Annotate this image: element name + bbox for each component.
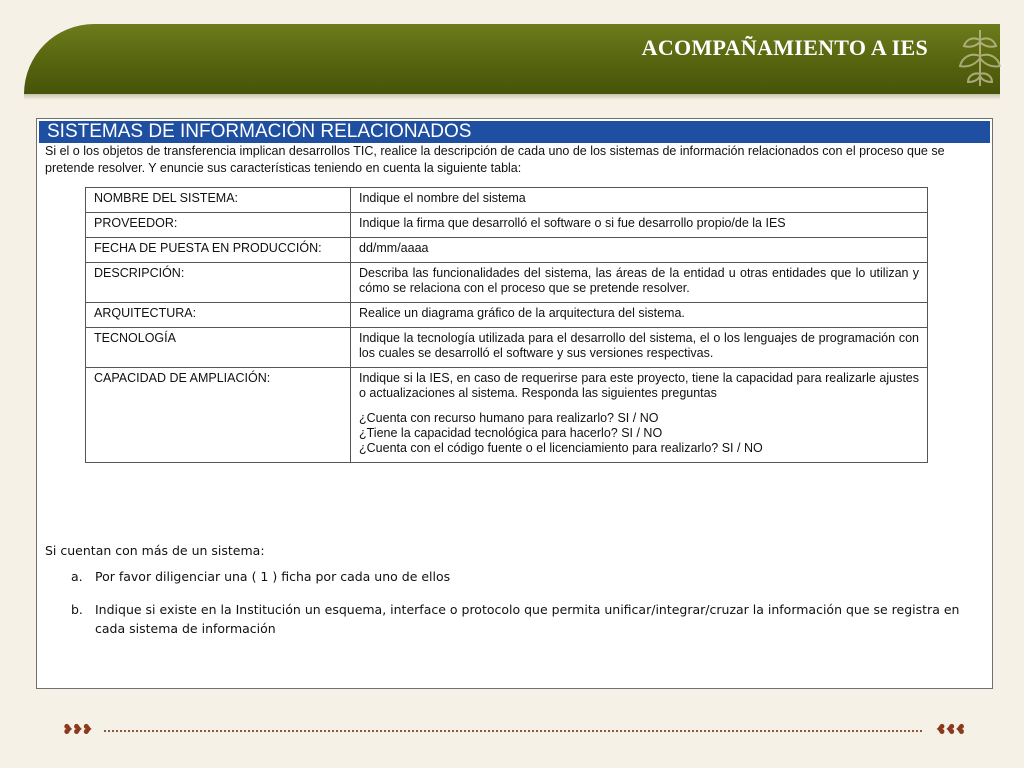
row-label: FECHA DE PUESTA EN PRODUCCIÓN: xyxy=(86,238,351,263)
table-row-capacity xyxy=(86,368,928,463)
row-label: NOMBRE DEL SISTEMA: xyxy=(86,188,351,213)
row-value: Realice un diagrama gráfico de la arquitectura del sistema. xyxy=(351,303,928,328)
row-value xyxy=(351,368,928,463)
row-label: TECNOLOGÍA xyxy=(86,328,351,368)
slide-title: ACOMPAÑAMIENTO A IES xyxy=(641,35,928,60)
notes-heading: Si cuentan con más de un sistema: xyxy=(45,543,265,558)
capacity-lead: Indique si la IES, en caso de requerirse para este proyecto, tiene la capacidad para realizarle ajustes o actualizaciones al sistema. Responda las siguientes preguntas xyxy=(359,371,919,400)
intro-text: Si el o los objetos de transferencia implican desarrollos TIC, realice la descripción de cada uno de los sistemas de información relacionados con el proceso que se pretende resolver. Y enuncie sus características teniendo en cuenta la siguiente tabla: xyxy=(45,144,945,175)
table-row xyxy=(86,263,928,303)
row-label: CAPACIDAD DE AMPLIACIÓN: xyxy=(86,368,351,463)
table-row xyxy=(86,303,928,328)
table-row xyxy=(86,213,928,238)
footer-left-ornament-icon: ❥❥❥ xyxy=(62,722,92,738)
row-label: PROVEEDOR: xyxy=(86,213,351,238)
row-label: ARQUITECTURA: xyxy=(86,303,351,328)
list-item xyxy=(71,600,981,638)
list-marker: a. xyxy=(71,569,83,584)
footer-dotted-line xyxy=(104,730,922,732)
capacity-question: ¿Cuenta con el código fuente o el licenciamiento para realizarlo? SI / NO xyxy=(359,441,763,455)
capacity-question: ¿Cuenta con recurso humano para realizarlo? SI / NO xyxy=(359,411,659,425)
footer-rule xyxy=(62,722,966,738)
capacity-question: ¿Tiene la capacidad tecnológica para hacerlo? SI / NO xyxy=(359,426,663,440)
row-value: dd/mm/aaaa xyxy=(351,238,928,263)
content-box xyxy=(36,118,993,689)
row-value: Indique la tecnología utilizada para el desarrollo del sistema, el o los lenguajes de programación con los cuales se desarrolló el software y sus versiones respectivas. xyxy=(351,328,928,368)
section-title: SISTEMAS DE INFORMACIÓN RELACIONADOS xyxy=(39,121,990,143)
system-info-table xyxy=(85,187,928,463)
footer-right-ornament-icon: ❥❥❥ xyxy=(936,722,966,738)
list-text: Indique si existe en la Institución un esquema, interface o protocolo que permita unificar/integrar/cruzar la información que se registra en cada sistema de información xyxy=(95,602,960,636)
table-row xyxy=(86,328,928,368)
list-text: Por favor diligenciar una ( 1 ) ficha por cada uno de ellos xyxy=(95,569,451,584)
list-marker: b. xyxy=(71,602,83,617)
table-row xyxy=(86,238,928,263)
list-item xyxy=(71,567,981,586)
row-label: DESCRIPCIÓN: xyxy=(86,263,351,303)
row-value: Indique el nombre del sistema xyxy=(351,188,928,213)
leaf-ornament-icon xyxy=(950,26,1010,90)
table-row xyxy=(86,188,928,213)
row-value: Indique la firma que desarrolló el software o si fue desarrollo propio/de la IES xyxy=(351,213,928,238)
row-value: Describa las funcionalidades del sistema, las áreas de la entidad u otras entidades que lo utilizan y cómo se relaciona con el proceso que se pretende resolver. xyxy=(351,263,928,303)
